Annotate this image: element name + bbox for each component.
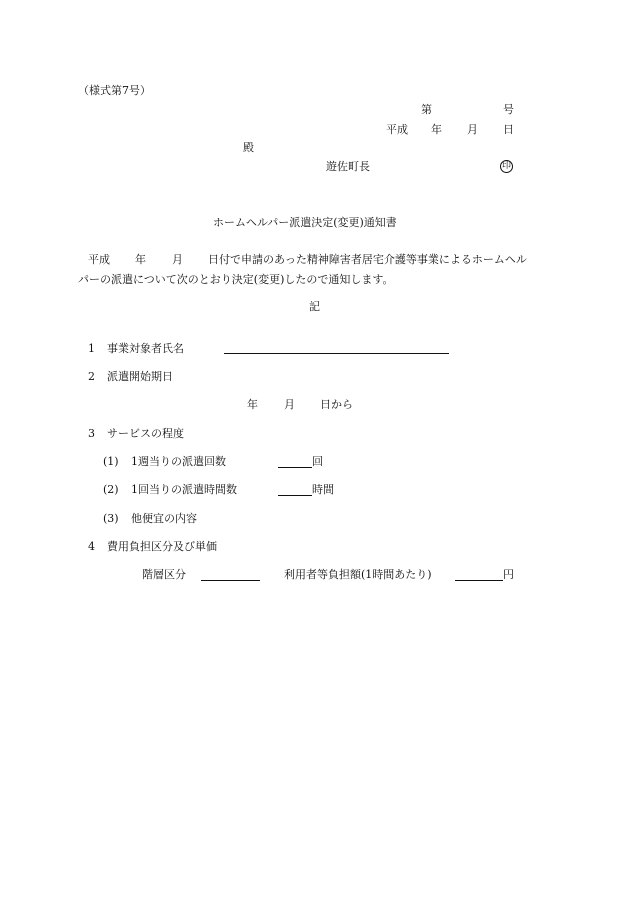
- doc-number-prefix: 第: [421, 103, 432, 116]
- start-day-from: 日から: [320, 398, 353, 411]
- start-year: 年: [247, 398, 258, 411]
- hours-per-visit-line: [278, 495, 312, 496]
- body-text-line2: パーの派遣について次のとおり決定(変更)したので通知します。: [78, 273, 394, 286]
- sub3-label: 他便宜の内容: [131, 512, 197, 525]
- doc-number-suffix: 号: [503, 103, 514, 116]
- visits-per-week-line: [278, 467, 312, 468]
- currency-unit: 円: [503, 568, 514, 581]
- item1-number: 1: [88, 342, 95, 355]
- burden-label: 利用者等負担額(1時間あたり): [284, 568, 432, 581]
- burden-amount-line: [455, 580, 503, 581]
- sub2-unit: 時間: [312, 483, 334, 496]
- item3-label: サービスの程度: [107, 427, 184, 440]
- body-month: 月: [172, 253, 183, 266]
- date-era: 平成: [386, 123, 408, 136]
- document-title: ホームヘルパー派遣決定(変更)通知書: [213, 216, 397, 229]
- sub2-number: (2): [103, 483, 119, 496]
- date-month: 月: [467, 123, 478, 136]
- item1-label: 事業対象者氏名: [107, 342, 184, 355]
- tier-line: [201, 580, 260, 581]
- sub3-number: (3): [103, 512, 119, 525]
- tier-label: 階層区分: [142, 568, 186, 581]
- sub1-unit: 回: [312, 455, 323, 468]
- body-year: 年: [135, 253, 146, 266]
- date-day: 日: [503, 123, 514, 136]
- form-number: （様式第7号）: [78, 84, 151, 97]
- item3-number: 3: [88, 427, 95, 440]
- item4-number: 4: [88, 540, 95, 553]
- body-text-line1: 日付で申請のあった精神障害者居宅介護等事業によるホームヘル: [208, 253, 527, 266]
- body-era: 平成: [88, 253, 110, 266]
- date-year: 年: [431, 123, 442, 136]
- sub1-label: 1週当りの派遣回数: [131, 455, 226, 468]
- sub1-number: (1): [103, 455, 119, 468]
- start-month: 月: [284, 398, 295, 411]
- item2-number: 2: [88, 370, 95, 383]
- ki-heading: 記: [309, 300, 320, 313]
- issuer-name: 遊佐町長: [326, 160, 370, 173]
- item2-label: 派遣開始期日: [107, 370, 173, 383]
- item4-label: 費用負担区分及び単価: [107, 540, 217, 553]
- sub2-label: 1回当りの派遣時間数: [131, 483, 237, 496]
- recipient-name-line: [224, 353, 449, 354]
- seal-mark: 印: [501, 161, 511, 171]
- addressee-honorific: 殿: [243, 141, 254, 154]
